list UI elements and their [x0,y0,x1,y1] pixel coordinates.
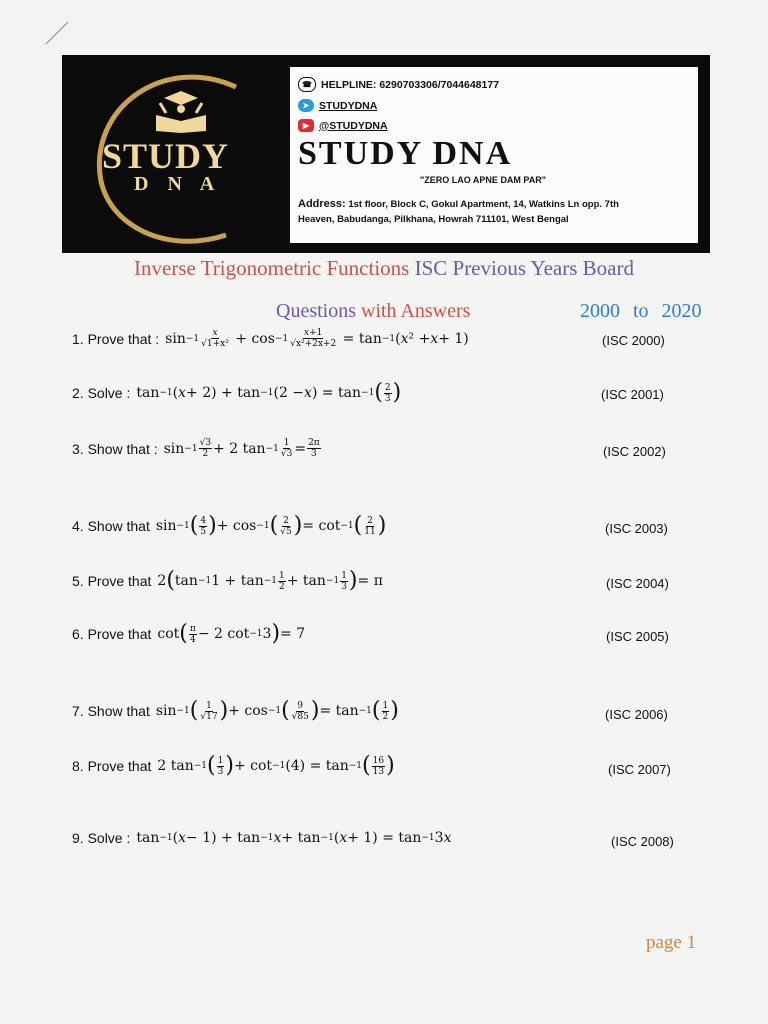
question-year: (ISC 2003) [605,521,668,536]
question-math: sin −1 $\frac{√3}{2}$ + 2 tan −1 $\frac{1}{√3}$ = $\frac{2\pi}{3}$ [163,438,320,459]
question-label: 5. Prove that [72,573,152,589]
telegram-text: STUDYDNA [319,99,378,112]
question-math: tan −1 ( x − 1) + tan −1 x + tan −1 ( x + 1) = tan −1 3 x [136,830,452,846]
page-subtitle [276,300,470,323]
question-math: cot ( $\frac{\pi}{4}$ − 2 cot −1 3 ) = 7 [157,621,306,646]
question-year: (ISC 2000) [602,333,665,348]
header-banner [62,55,710,253]
question-label: 9. Solve : [72,830,131,846]
book-logo-icon [146,89,216,133]
question-6 [72,623,305,645]
question-year: (ISC 2002) [603,444,666,459]
question-math: sin −1 $\frac{x}{\text{√1+x²}}$ + cos −1 $\frac{x+1}{\text{√x²+2x+2}}$ = tan −1 ( x ² + x + 1) [165,328,469,349]
question-3 [72,438,322,459]
page-title [0,256,768,281]
youtube-icon: ▶ [298,119,314,132]
youtube-text: @STUDYDNA [319,119,388,132]
address-line2: Heaven, Babudanga, Pilkhana, Howrah 711101, West Bengal [298,214,569,225]
question-math: sin −1 ( $\frac{4}{5}$ ) + cos −1 ( $\frac{2}{√5}$ ) = cot −1 ( $\frac{2}{11}$ ) [155,513,387,538]
brand-slogan: "ZERO LAO APNE DAM PAR" [420,175,547,185]
telegram-row [298,99,377,112]
question-math: tan −1 ( x + 2) + tan −1 (2 − x ) = tan −1 ( $\frac{2}{3}$ ) [136,380,402,405]
helpline-text: HELPLINE: 6290703306/7044648177 [321,78,500,91]
question-7 [72,700,399,722]
question-4 [72,515,386,537]
address-label: Address: [298,198,346,210]
question-year: (ISC 2001) [601,387,664,402]
question-label: 4. Show that [72,518,150,534]
telegram-icon: ➤ [298,99,314,112]
address-line1: 1st floor, Block C, Gokul Apartment, 14, Watkins Ln opp. 7th [348,199,619,210]
question-year: (ISC 2008) [611,834,674,849]
question-8 [72,755,395,777]
question-9 [72,830,452,846]
title-topic: Inverse Trigonometric Functions [134,256,410,280]
question-year: (ISC 2007) [608,762,671,777]
youtube-row [298,119,388,132]
pen-scratch-mark [42,18,72,48]
address-block [298,197,694,227]
page-number: page 1 [646,932,697,953]
question-label: 8. Prove that [72,758,152,774]
question-year: (ISC 2006) [605,707,668,722]
question-label: 2. Solve : [72,385,131,401]
brand-title: STUDY DNA [298,135,513,172]
question-1 [72,328,469,349]
logo-dna-text: D N A [134,173,222,195]
question-5 [72,570,383,592]
question-math: 2 ( tan −1 1 + tan −1 $\frac{1}{2}$ + tan −1 $\frac{1}{3}$ ) = π [157,568,383,593]
question-year: (ISC 2005) [606,629,669,644]
question-2 [72,382,401,404]
question-label: 1. Prove that : [72,330,160,347]
subtitle-answers: with Answers [361,300,471,322]
logo-study-text: STUDY [102,136,230,176]
question-math: 2 tan −1 ( $\frac{1}{3}$ ) + cot −1 (4) = tan −1 ( $\frac{16}{13}$ ) [157,753,395,778]
question-label: 3. Show that : [72,440,158,457]
helpline-row [298,77,499,92]
question-label: 6. Prove that [72,626,152,642]
title-board: ISC Previous Years Board [414,256,634,280]
phone-icon: ☎ [298,77,316,92]
subtitle-questions: Questions [276,300,356,322]
question-math: sin −1 ( $\frac{1}{√17}$ ) + cos −1 ( $\frac{9}{√85}$ ) = tan −1 ( $\frac{1}{2}$ ) [155,698,399,723]
question-year: (ISC 2004) [606,576,669,591]
contact-panel [290,67,698,243]
question-label: 7. Show that [72,703,150,719]
year-range: 2000 to 2020 [580,300,702,322]
